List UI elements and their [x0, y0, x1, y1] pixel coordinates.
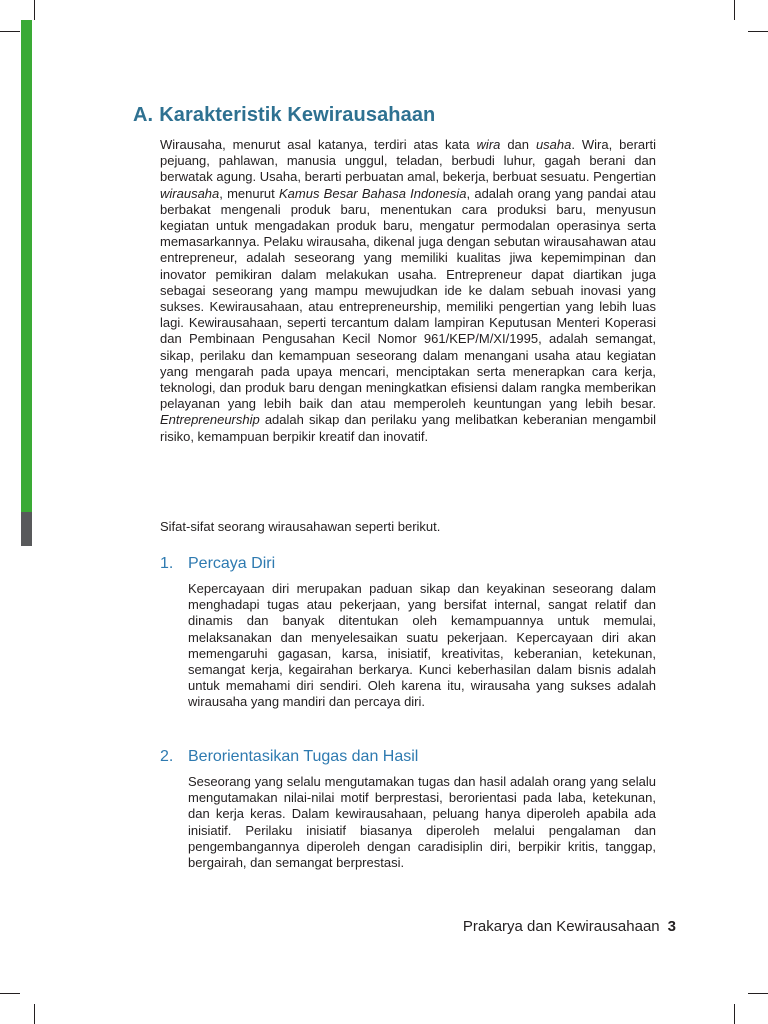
- trait-body-2: Seseorang yang selalu mengutamakan tugas dan hasil adalah orang yang selalu mengutamakan nilai-nilai motif berprestasi, berorientasi pada laba, ketekunan, dan kerja keras. Dalam kewirausahaan, peluang hanya diperoleh apabila ada inisiatif. Perilaku inisiatif biasanya diperoleh melalui pengalaman dan pengembangannya diperoleh dengan caradisiplin diri, berpikir kritis, tanggap, bergairah, dan semangat berprestasi.: [188, 774, 656, 871]
- intro-text: dan: [500, 137, 536, 152]
- crop-mark: [748, 993, 768, 994]
- crop-mark: [0, 993, 20, 994]
- traits-intro: Sifat-sifat seorang wirausahawan seperti berikut.: [160, 519, 441, 534]
- intro-italic-term: usaha: [535, 137, 572, 152]
- trait-number: 2.: [160, 748, 174, 765]
- page-footer: [463, 918, 676, 935]
- intro-text: , menurut: [219, 185, 279, 201]
- footer-book-title: Prakarya dan Kewirausahaan: [462, 918, 660, 935]
- section-title-text: Karakteristik Kewirausahaan: [159, 104, 436, 126]
- crop-mark: [734, 1004, 735, 1024]
- intro-paragraph: [160, 137, 656, 445]
- trait-heading-2: [160, 748, 418, 766]
- crop-mark: [34, 1004, 35, 1024]
- chapter-tab-marker: [21, 512, 32, 546]
- crop-mark: [0, 31, 20, 32]
- chapter-color-bar: [21, 20, 32, 512]
- intro-italic-term: Entrepreneurship: [160, 412, 260, 428]
- trait-heading-1: [160, 555, 275, 573]
- trait-title: Berorientasikan Tugas dan Hasil: [188, 748, 419, 765]
- intro-italic-term: wira: [476, 137, 501, 152]
- intro-italic-term: Kamus Besar Bahasa Indonesia: [279, 185, 467, 201]
- crop-mark: [34, 0, 35, 20]
- crop-mark: [734, 0, 735, 20]
- trait-body-1: Kepercayaan diri merupakan paduan sikap dan keyakinan seseorang dalam menghadapi tugas atau pekerjaan, yang bersifat internal, sangat relatif dan dinamis dan banyak ditentukan oleh kemampuannya untuk memulai, melaksanakan dan menyelesaikan suatu pekerjaan. Kepercayaan diri akan memengaruhi gagasan, karsa, inisiatif, kreativitas, keberanian, ketekunan, semangat kerja, kegairahan berkarya. Kunci keberhasilan dalam bisnis adalah untuk memahami diri sendiri. Oleh karena itu, wirausaha yang sukses adalah wirausaha yang mandiri dan percaya diri.: [188, 581, 656, 710]
- intro-italic-term: wirausaha: [160, 185, 220, 201]
- intro-text: Wirausaha, menurut asal katanya, terdiri atas kata: [160, 137, 477, 152]
- section-heading: [133, 104, 435, 127]
- trait-number: 1.: [160, 555, 174, 572]
- page-number: 3: [667, 918, 676, 935]
- intro-text: adalah sikap dan perilaku yang melibatkan keberanian mengambil risiko, kemampuan berpikir kreatif dan inovatif.: [160, 412, 656, 444]
- trait-title: Percaya Diri: [188, 555, 276, 572]
- section-letter: A.: [133, 104, 154, 126]
- intro-text: , adalah orang yang pandai atau berbakat mengenali produk baru, menentukan cara produksi baru, menyusun kegiatan untuk mengadakan produk baru, mengatur permodalan operasinya serta memasarkannya. Pelaku wirausaha, dikenal juga dengan sebutan wirausahawan atau entrepreneur, adalah seseorang yang memiliki kualitas jiwa kepemimpinan dan inovator pemikiran dalam melakukan usaha. Entrepreneur dapat diartikan juga sebagai seseorang yang mampu mewujudkan ide ke dalam sebuah inovasi yang sukses. Kewirausahaan, atau entrepreneurship, memiliki pengertian yang lebih luas lagi. Kewirausahaan, seperti tercantum dalam lampiran Keputusan Menteri Koperasi dan Pembinaan Pengusahan Kecil Nomor 961/KEP/M/XI/1995, adalah semangat, sikap, perilaku dan kemampuan seseorang dalam menangani usaha atau kegiatan yang mengarah pada upaya mencari, menciptakan serta menerapkan cara kerja, teknologi, dan produk baru dengan meningkatkan efisiensi dalam rangka memberikan pelayanan yang lebih baik dan atau memperoleh keuntungan yang lebih besar.: [160, 185, 657, 412]
- crop-mark: [748, 31, 768, 32]
- intro-text: . Wira, berarti pejuang, pahlawan, manusia unggul, teladan, berbudi luhur, gagah berani dan berwatak agung. Usaha, berarti perbuatan amal, bekerja, berbuat sesuatu. Pengertian: [160, 137, 656, 185]
